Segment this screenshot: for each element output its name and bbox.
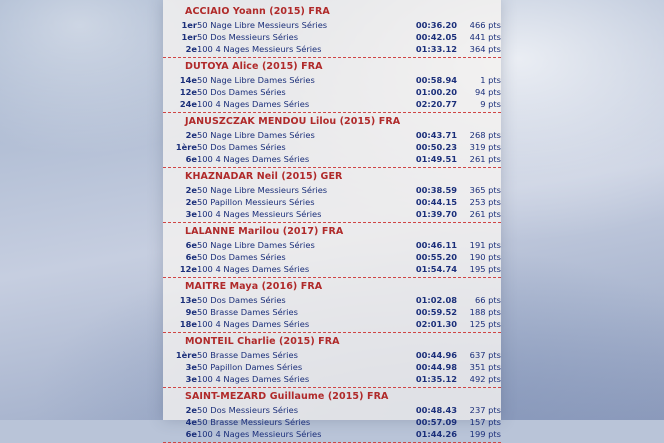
table-row: [163, 141, 501, 153]
race-event: 50 Dos Dames Séries: [197, 252, 286, 262]
race-results-table: [163, 349, 501, 385]
table-row: [163, 196, 501, 208]
race-rank: 6e: [185, 154, 197, 164]
race-time: 01:49.51: [415, 154, 457, 164]
race-points: 268 pts: [469, 130, 501, 140]
race-points: 66 pts: [474, 295, 501, 305]
race-time: 00:58.94: [415, 75, 457, 85]
race-rank: 2e: [185, 197, 197, 207]
race-points: 9 pts: [480, 99, 501, 109]
table-row: [163, 208, 501, 220]
race-points: 466 pts: [469, 20, 501, 30]
race-time: 00:38.59: [415, 185, 457, 195]
race-event: 100 4 Nages Dames Séries: [197, 99, 310, 109]
race-time: 01:44.26: [415, 429, 457, 439]
race-event: 50 Papillon Dames Séries: [197, 362, 303, 372]
race-time: 00:44.98: [415, 362, 457, 372]
race-event: 50 Nage Libre Messieurs Séries: [197, 185, 328, 195]
table-row: [163, 153, 501, 165]
race-time: 00:42.05: [415, 32, 457, 42]
race-points: 365 pts: [469, 185, 501, 195]
race-points: 253 pts: [469, 197, 501, 207]
table-row: [163, 74, 501, 86]
table-row: [163, 19, 501, 31]
race-event: 50 Nage Libre Messieurs Séries: [197, 20, 328, 30]
race-event: 100 4 Nages Dames Séries: [197, 374, 310, 384]
race-rank: 2e: [185, 44, 197, 54]
race-rank: 6e: [185, 429, 197, 439]
race-points: 190 pts: [469, 252, 501, 262]
race-time: 01:35.12: [415, 374, 457, 384]
swimmer-block: [163, 113, 501, 168]
race-rank: 12e: [179, 87, 197, 97]
swimmer-block: [163, 58, 501, 113]
race-event: 50 Dos Dames Séries: [197, 87, 286, 97]
race-time: 01:00.20: [415, 87, 457, 97]
race-time: 02:01.30: [415, 319, 457, 329]
race-event: 50 Dos Dames Séries: [197, 295, 286, 305]
table-row: [163, 98, 501, 110]
race-event: 50 Brasse Messieurs Séries: [197, 417, 311, 427]
race-event: 50 Brasse Dames Séries: [197, 307, 298, 317]
race-results-table: [163, 184, 501, 220]
race-event: 100 4 Nages Dames Séries: [197, 319, 310, 329]
race-time: 01:39.70: [415, 209, 457, 219]
race-time: 00:48.43: [415, 405, 457, 415]
race-event: 100 4 Nages Dames Séries: [197, 264, 310, 274]
race-points: 492 pts: [469, 374, 501, 384]
race-points: 195 pts: [469, 264, 501, 274]
table-row: [163, 184, 501, 196]
race-points: 125 pts: [469, 319, 501, 329]
swimmer-name: JANUSZCZAK MENDOU Lilou (2015) FRA: [185, 116, 401, 127]
swimmer-block: [163, 278, 501, 333]
table-row: [163, 318, 501, 330]
race-time: 00:46.11: [415, 240, 457, 250]
race-time: 01:54.74: [415, 264, 457, 274]
swimmer-name: KHAZNADAR Neil (2015) GER: [185, 171, 343, 182]
race-rank: 3e: [185, 374, 197, 384]
table-row: [163, 349, 501, 361]
race-rank: 12e: [179, 264, 197, 274]
race-rank: 9e: [185, 307, 197, 317]
race-event: 50 Papillon Messieurs Séries: [197, 197, 315, 207]
table-row: [163, 428, 501, 440]
swimmer-block: [163, 333, 501, 388]
race-rank: 2e: [185, 185, 197, 195]
race-results-table: [163, 74, 501, 110]
table-row: [163, 294, 501, 306]
swimmer-block: [163, 0, 501, 58]
race-points: 188 pts: [469, 307, 501, 317]
race-time: 00:57.09: [415, 417, 457, 427]
table-row: [163, 263, 501, 275]
race-event: 100 4 Nages Dames Séries: [197, 154, 310, 164]
race-rank: 3e: [185, 362, 197, 372]
race-rank: 2e: [185, 130, 197, 140]
race-event: 100 4 Nages Messieurs Séries: [197, 44, 322, 54]
race-time: 00:43.71: [415, 130, 457, 140]
race-points: 191 pts: [469, 240, 501, 250]
swimmer-name: SAINT-MEZARD Guillaume (2015) FRA: [185, 391, 389, 402]
race-event: 50 Nage Libre Dames Séries: [197, 130, 315, 140]
race-results-table: [163, 129, 501, 165]
race-rank: 6e: [185, 252, 197, 262]
race-event: 50 Nage Libre Dames Séries: [197, 75, 315, 85]
table-row: [163, 404, 501, 416]
race-rank: 1ère: [175, 350, 197, 360]
race-event: 50 Dos Dames Séries: [197, 142, 286, 152]
swimmer-name: LALANNE Marilou (2017) FRA: [185, 226, 344, 237]
race-points: 237 pts: [469, 405, 501, 415]
race-time: 00:50.23: [415, 142, 457, 152]
race-points: 319 pts: [469, 142, 501, 152]
swimmer-block: [163, 388, 501, 443]
swimmer-name: MONTEIL Charlie (2015) FRA: [185, 336, 340, 347]
race-event: 100 4 Nages Messieurs Séries: [197, 429, 322, 439]
race-rank: 3e: [185, 209, 197, 219]
results-list: [163, 0, 501, 443]
race-results-table: [163, 404, 501, 440]
race-rank: 1er: [181, 20, 197, 30]
race-points: 441 pts: [469, 32, 501, 42]
race-points: 199 pts: [469, 429, 501, 439]
swimmer-block: [163, 168, 501, 223]
race-rank: 6e: [185, 240, 197, 250]
table-row: [163, 43, 501, 55]
table-row: [163, 306, 501, 318]
swimmer-block: [163, 223, 501, 278]
race-rank: 13e: [179, 295, 197, 305]
swimmer-name: DUTOYA Alice (2015) FRA: [185, 61, 323, 72]
table-row: [163, 31, 501, 43]
table-row: [163, 86, 501, 98]
race-event: 50 Dos Messieurs Séries: [197, 32, 299, 42]
table-row: [163, 129, 501, 141]
table-row: [163, 416, 501, 428]
race-event: 50 Brasse Dames Séries: [197, 350, 298, 360]
race-time: 01:02.08: [415, 295, 457, 305]
race-event: 50 Nage Libre Dames Séries: [197, 240, 315, 250]
race-rank: 1er: [181, 32, 197, 42]
race-rank: 1ère: [175, 142, 197, 152]
table-row: [163, 251, 501, 263]
race-points: 351 pts: [469, 362, 501, 372]
race-points: 261 pts: [469, 209, 501, 219]
race-time: 00:36.20: [415, 20, 457, 30]
race-rank: 18e: [179, 319, 197, 329]
race-time: 00:55.20: [415, 252, 457, 262]
race-time: 02:20.77: [415, 99, 457, 109]
race-results-table: [163, 19, 501, 55]
race-points: 157 pts: [469, 417, 501, 427]
race-event: 50 Dos Messieurs Séries: [197, 405, 299, 415]
table-row: [163, 361, 501, 373]
table-row: [163, 373, 501, 385]
race-rank: 2e: [185, 405, 197, 415]
race-time: 00:44.96: [415, 350, 457, 360]
race-time: 00:59.52: [415, 307, 457, 317]
race-points: 261 pts: [469, 154, 501, 164]
table-row: [163, 239, 501, 251]
race-rank: 14e: [179, 75, 197, 85]
race-event: 100 4 Nages Messieurs Séries: [197, 209, 322, 219]
race-results-table: [163, 239, 501, 275]
swimmer-name: ACCIAIO Yoann (2015) FRA: [185, 6, 330, 17]
swimmer-name: MAITRE Maya (2016) FRA: [185, 281, 323, 292]
race-points: 1 pts: [480, 75, 501, 85]
race-points: 94 pts: [474, 87, 501, 97]
race-time: 01:33.12: [415, 44, 457, 54]
race-rank: 24e: [179, 99, 197, 109]
race-points: 637 pts: [469, 350, 501, 360]
race-results-table: [163, 294, 501, 330]
race-points: 364 pts: [469, 44, 501, 54]
race-rank: 4e: [185, 417, 197, 427]
race-time: 00:44.15: [415, 197, 457, 207]
